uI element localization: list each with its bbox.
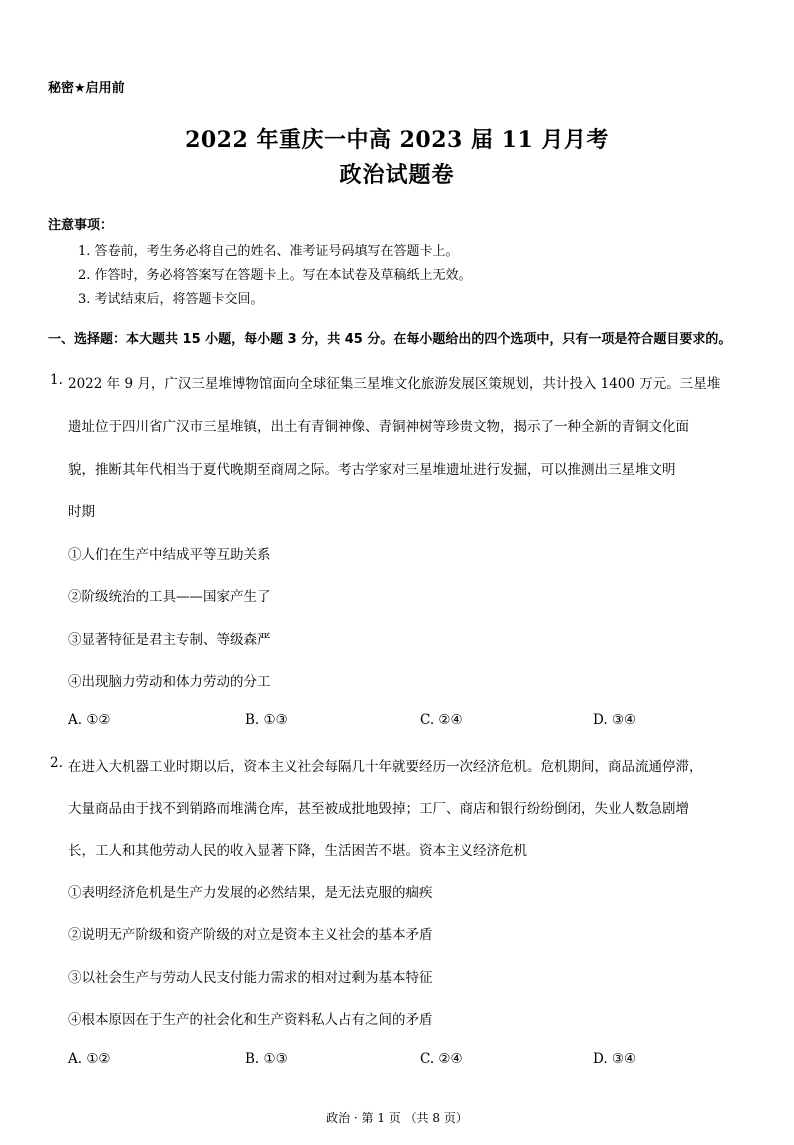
statement-item: ②说明无产阶级和资产阶级的对立是资本主义社会的基本矛盾 (68, 927, 433, 943)
choice-c: C. ②④ (420, 712, 463, 728)
notes-heading: 注意事项： (48, 218, 114, 233)
statement-item: ③显著特征是君主专制、等级森严 (68, 632, 271, 648)
question-text-line: 貌，推断其年代相当于夏代晚期至商周之际。考古学家对三星堆遗址进行发掘，可以推测出三星堆文明 (68, 462, 676, 478)
choice-d: D. ③④ (593, 1051, 637, 1067)
question-text-line: 2022 年 9 月，广汉三星堆博物馆面向全球征集三星堆文化旅游发展区策规划，共计投入 1400 万元。三星堆 (68, 376, 721, 392)
question-text-line: 大量商品由于找不到销路而堆满仓库，甚至被成批地毁掉；工厂、商店和银行纷纷倒闭，失业人数急剧增 (68, 801, 689, 817)
choice-b: B. ①③ (245, 1051, 288, 1067)
question-text-line: 在进入大机器工业时期以后，资本主义社会每隔几十年就要经历一次经济危机。危机期间，商品流通停滞， (68, 759, 703, 775)
statement-item: ①表明经济危机是生产力发展的必然结果，是无法克服的痼疾 (68, 885, 433, 901)
note-item: 3. 考试结束后，将答题卡交回。 (78, 292, 264, 307)
exam-title: 2022 年重庆一中高 2023 届 11 月月考 (185, 127, 609, 153)
question-text-line: 遗址位于四川省广汉市三星堆镇，出土有青铜神像、青铜神树等珍贵文物，揭示了一种全新的青铜文化面 (68, 419, 689, 435)
question-text-line: 长，工人和其他劳动人民的收入显著下降，生活困苦不堪。资本主义经济危机 (68, 843, 527, 859)
confidential-label: 秘密★启用前 (48, 81, 125, 96)
question-text-line: 时期 (68, 504, 95, 520)
statement-item: ②阶级统治的工具——国家产生了 (68, 589, 271, 605)
section-heading: 一、选择题：本大题共 15 小题，每小题 3 分，共 45 分。在每小题给出的四个选项中，只有一项是符合题目要求的。 (48, 332, 732, 347)
page-footer: 政治 · 第 1 页 （共 8 页） (326, 1111, 468, 1125)
question-number: 2. (50, 755, 63, 771)
choice-b: B. ①③ (245, 712, 288, 728)
question-number: 1. (50, 372, 63, 388)
choice-c: C. ②④ (420, 1051, 463, 1067)
statement-item: ①人们在生产中结成平等互助关系 (68, 547, 271, 563)
statement-item: ④根本原因在于生产的社会化和生产资料私人占有之间的矛盾 (68, 1012, 433, 1028)
choice-a: A. ①② (68, 712, 111, 728)
note-item: 1. 答卷前，考生务必将自己的姓名、准考证号码填写在答题卡上。 (78, 244, 459, 259)
statement-item: ③以社会生产与劳动人民支付能力需求的相对过剩为基本特征 (68, 970, 433, 986)
choice-d: D. ③④ (593, 712, 637, 728)
exam-subtitle: 政治试题卷 (339, 162, 455, 188)
choice-a: A. ①② (68, 1051, 111, 1067)
statement-item: ④出现脑力劳动和体力劳动的分工 (68, 674, 271, 690)
note-item: 2. 作答时，务必将答案写在答题卡上。写在本试卷及草稿纸上无效。 (78, 268, 472, 283)
